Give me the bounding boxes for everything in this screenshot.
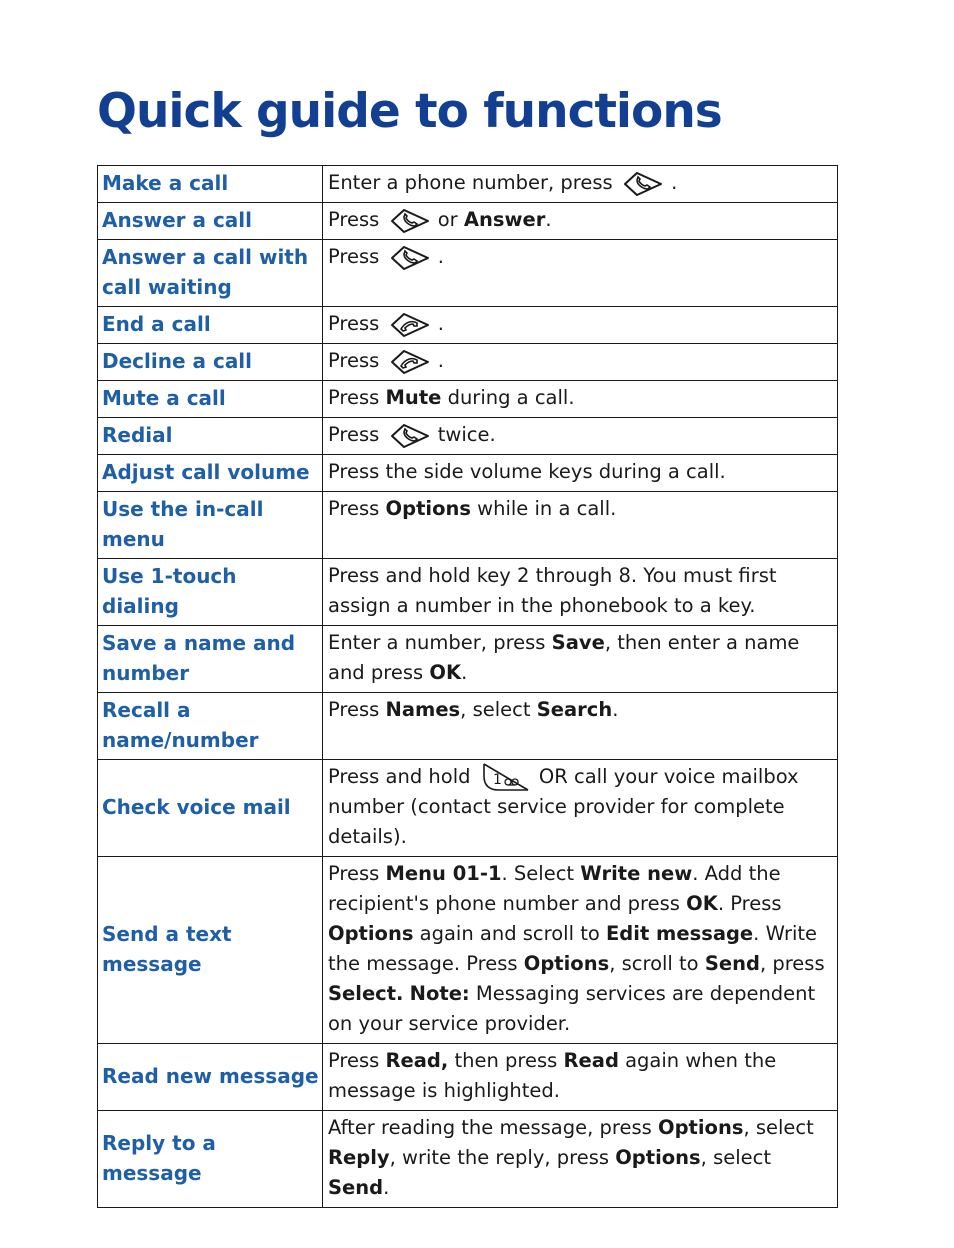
key-term: Read (563, 1049, 619, 1072)
key-term: Select. (328, 982, 404, 1005)
key-term: Menu 01-1 (385, 862, 502, 885)
function-description (323, 455, 838, 492)
function-label: Redial (98, 418, 323, 455)
description-text: , press (759, 952, 825, 975)
end-key-icon (390, 311, 430, 339)
table-row (98, 857, 838, 1044)
key-term: Options (658, 1116, 744, 1139)
key-term: Options (385, 497, 471, 520)
description-text: Press (328, 698, 386, 721)
table-row (98, 166, 838, 203)
description-text: Messaging services are dependent on your service provider. (328, 982, 816, 1035)
description-text: Enter a phone number, press (328, 171, 619, 194)
function-description (323, 693, 838, 760)
key-term: Options (523, 952, 610, 975)
description-text: again and scroll to (413, 922, 606, 945)
function-label: Use 1-touch dialing (98, 559, 323, 626)
end-key-icon (390, 348, 430, 376)
key-term: OK (686, 892, 718, 915)
description-text: . (612, 698, 619, 721)
key-term: Options (615, 1146, 701, 1169)
description-text: . (461, 661, 468, 684)
table-row (98, 418, 838, 455)
function-label: Mute a call (98, 381, 323, 418)
description-text: After reading the message, press (328, 1116, 659, 1139)
key-term: Send (704, 952, 760, 975)
page-title: Quick guide to functions (97, 84, 722, 139)
description-text: twice. (437, 423, 496, 446)
function-description (323, 166, 838, 203)
description-text: . (437, 312, 444, 335)
description-text: Press (328, 349, 386, 372)
table-row (98, 693, 838, 760)
function-description (323, 381, 838, 418)
table-row (98, 455, 838, 492)
function-label: Reply to a message (98, 1111, 323, 1208)
description-text: Press (328, 208, 386, 231)
function-label: Make a call (98, 166, 323, 203)
description-text: . Select (501, 862, 581, 885)
table-row (98, 559, 838, 626)
description-text: Press the side volume keys during a call. (328, 460, 726, 483)
description-text: . Write the message. Press (328, 922, 818, 975)
table-row (98, 381, 838, 418)
description-text: . Add the recipient's phone number and press (328, 862, 781, 915)
function-description (323, 344, 838, 381)
key-term: Write new (580, 862, 693, 885)
send-key-icon (390, 422, 430, 450)
table-row (98, 203, 838, 240)
function-description (323, 1111, 838, 1208)
description-text: . (671, 171, 678, 194)
function-label: Decline a call (98, 344, 323, 381)
key-term: Edit message (605, 922, 754, 945)
voicemail-key-1-icon (481, 762, 531, 792)
key-term: Note: (409, 982, 470, 1005)
function-label: Answer a call (98, 203, 323, 240)
function-label: Adjust call volume (98, 455, 323, 492)
function-label: Answer a call with call waiting (98, 240, 323, 307)
description-text: , select (700, 1146, 772, 1169)
description-text: , scroll to (609, 952, 705, 975)
table-row (98, 1044, 838, 1111)
table-row (98, 307, 838, 344)
function-label: Read new message (98, 1044, 323, 1111)
description-text: Press (328, 497, 386, 520)
description-text: . Press (717, 892, 782, 915)
svg-text:1: 1 (492, 772, 502, 788)
description-text: Press (328, 245, 386, 268)
table-row (98, 492, 838, 559)
table-row (98, 344, 838, 381)
function-label: End a call (98, 307, 323, 344)
description-text: Enter a number, press (328, 631, 552, 654)
description-text: Press and hold (328, 765, 477, 788)
description-text: OR call your voice mailbox number (contact service provider for complete details). (328, 765, 799, 848)
description-text: , select (743, 1116, 814, 1139)
key-term: Options (328, 922, 414, 945)
key-term: Answer (463, 208, 546, 231)
description-text: or (437, 208, 464, 231)
description-text: during a call. (441, 386, 575, 409)
function-description (323, 626, 838, 693)
send-key-icon (623, 170, 663, 198)
key-term: Read, (385, 1049, 449, 1072)
description-text: while in a call. (470, 497, 617, 520)
table-row (98, 626, 838, 693)
key-term: Save (551, 631, 605, 654)
description-text: Press and hold key 2 through 8. You must first assign a number in the phonebook to a key. (328, 564, 777, 617)
description-text: again when the message is highlighted. (328, 1049, 777, 1102)
function-description (323, 240, 838, 307)
description-text: . (437, 245, 444, 268)
function-label: Recall a name/number (98, 693, 323, 760)
function-description (323, 1044, 838, 1111)
function-description (323, 857, 838, 1044)
send-key-icon (390, 244, 430, 272)
table-row (98, 1111, 838, 1208)
function-description (323, 307, 838, 344)
description-text: Press (328, 312, 386, 335)
table-row (98, 760, 838, 857)
description-text: . (383, 1176, 390, 1199)
table-row (98, 240, 838, 307)
key-term: Send (328, 1176, 384, 1199)
key-term: OK (429, 661, 462, 684)
key-term: Reply (328, 1146, 390, 1169)
description-text: then press (448, 1049, 564, 1072)
function-description (323, 760, 838, 857)
key-term: Names (385, 698, 461, 721)
description-text: , select (460, 698, 537, 721)
description-text: Press (328, 423, 386, 446)
description-text: Press (328, 862, 386, 885)
function-label: Check voice mail (98, 760, 323, 857)
send-key-icon (390, 207, 430, 235)
function-table-body (98, 166, 838, 1208)
description-text: , write the reply, press (389, 1146, 616, 1169)
key-term: Search (536, 698, 613, 721)
description-text: Press (328, 1049, 386, 1072)
function-label: Save a name and number (98, 626, 323, 693)
function-description (323, 203, 838, 240)
description-text: . (437, 349, 444, 372)
function-description (323, 418, 838, 455)
function-label: Send a text message (98, 857, 323, 1044)
function-label: Use the in-call menu (98, 492, 323, 559)
function-description (323, 559, 838, 626)
description-text: Press (328, 386, 386, 409)
function-table (97, 165, 838, 1208)
key-term: Mute (385, 386, 442, 409)
function-description (323, 492, 838, 559)
description-text: , then enter a name and press (328, 631, 800, 684)
description-text: . (545, 208, 552, 231)
